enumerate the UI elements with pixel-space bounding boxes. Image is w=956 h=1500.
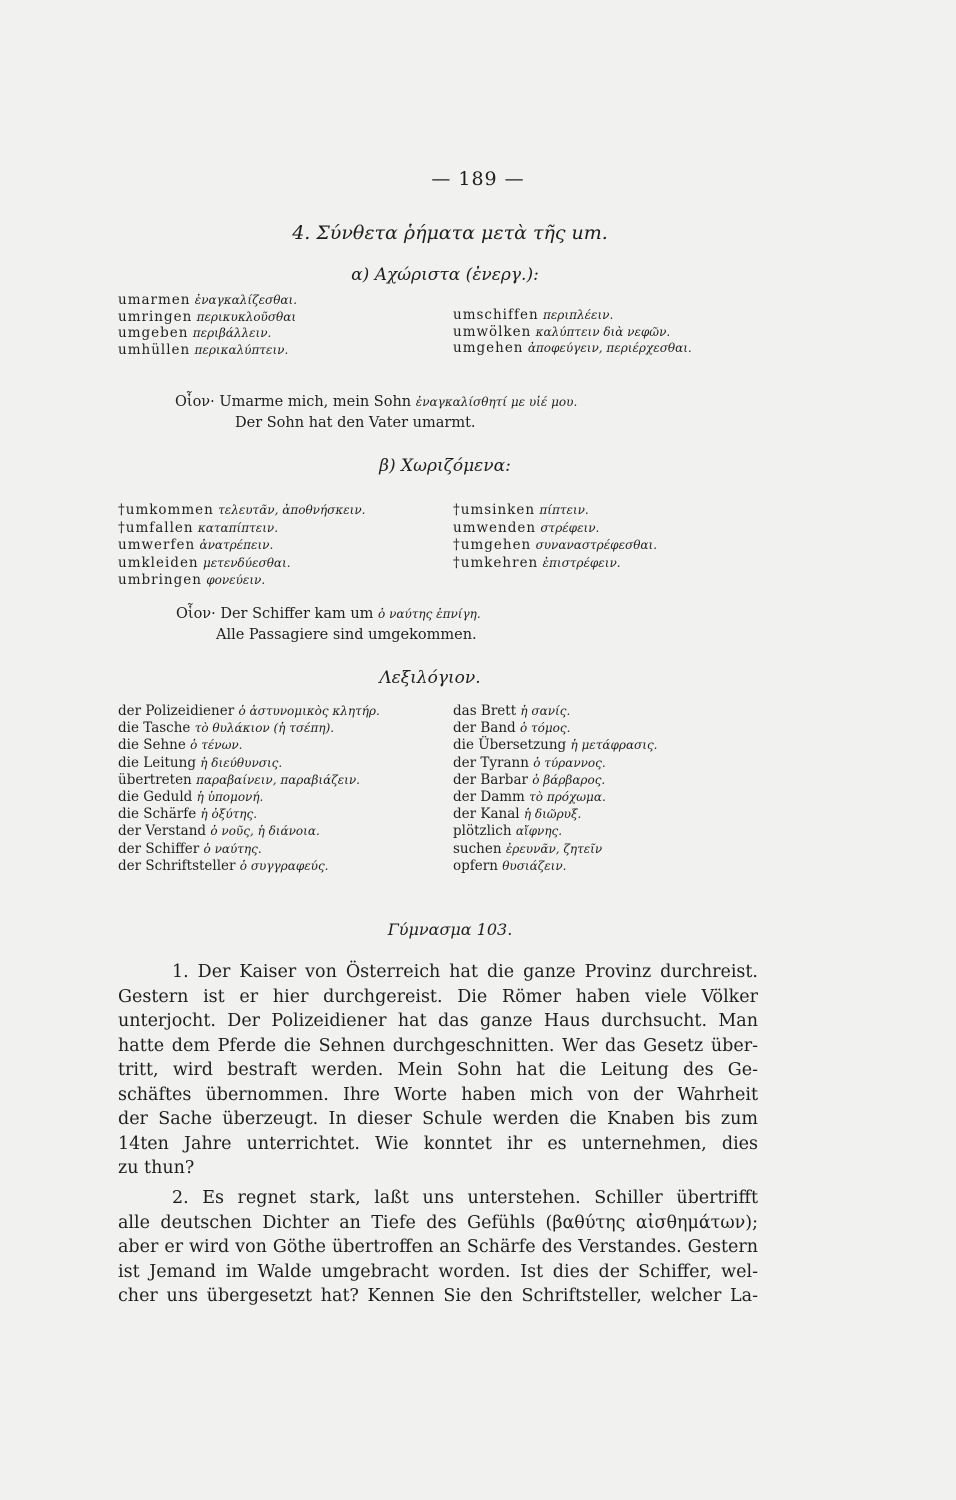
lexicon-entry — [453, 823, 657, 840]
greek-translation: μετενδύεσθαι. — [202, 555, 291, 570]
lexicon-entry — [453, 755, 657, 772]
vocab-entry — [118, 325, 297, 342]
example-a-line-2: Der Sohn hat den Vater umarmt. — [235, 415, 476, 431]
greek-translation: ὁ τένων. — [190, 738, 243, 753]
german-term: die Übersetzung — [453, 737, 567, 754]
german-term: der Barbar — [453, 771, 528, 788]
greek-translation: τελευτᾶν, ἀποθνήσκειν. — [218, 503, 366, 517]
lexicon-entry — [118, 823, 380, 840]
greek-translation: καλύπτειν διὰ νεφῶν. — [535, 324, 671, 339]
example-german: Umarme mich, mein Sohn — [219, 394, 412, 410]
example-a-line-1 — [175, 392, 577, 413]
greek-translation: ὁ βάρβαρος. — [532, 772, 606, 787]
text-line: unterjocht. Der Polizeidiener hat das ganze Haus durchsucht. Man — [118, 1011, 758, 1031]
text-line: Gestern ist er hier durchgereist. Die Römer haben viele Völker — [118, 986, 758, 1007]
greek-translation: ὁ νοῦς, ἡ διάνοια. — [210, 824, 320, 839]
page-number: — 189 — — [431, 168, 525, 190]
section-heading: 4. Σύνθετα ῥήματα μετὰ τῆς um. — [292, 222, 608, 244]
greek-translation: παραβαίνειν, παραβιάζειν. — [196, 772, 360, 787]
exercise-title: Γύμνασμα 103. — [387, 920, 513, 939]
lexicon-entry — [453, 789, 657, 806]
german-term: †umgehen — [453, 537, 532, 553]
text-line: alle deutschen Dichter an Tiefe des Gefühls (βαθύτης αἰσθημάτων); — [118, 1212, 758, 1233]
greek-translation: συναναστρέφεσθαι. — [535, 538, 658, 552]
vocab-entry — [453, 502, 657, 520]
lexicon-entry — [453, 806, 657, 823]
vocab-entry — [453, 520, 657, 538]
vocab-entry — [118, 309, 297, 326]
german-term: der Verstand — [118, 823, 207, 840]
german-term: die Tasche — [118, 720, 191, 737]
german-term: plötzlich — [453, 823, 512, 840]
german-term: umbringen — [118, 572, 202, 588]
lexicon-entry — [118, 772, 380, 789]
german-term: suchen — [453, 840, 502, 857]
vocab-entry — [453, 324, 692, 341]
german-term: umschiffen — [453, 307, 539, 323]
lexicon-entry — [118, 806, 380, 823]
example-a — [175, 392, 577, 434]
german-term: umhüllen — [118, 341, 191, 358]
greek-translation: ὁ ναύτης. — [203, 841, 262, 856]
german-term: umwölken — [453, 323, 532, 340]
text-line: aber er wird von Göthe übertroffen an Schärfe des Verstandes. Gestern — [118, 1237, 758, 1257]
greek-translation: ἀνατρέπειν. — [199, 538, 274, 552]
lexicon-entry — [118, 841, 380, 858]
example-greek: ἐναγκαλίσθητί με υἱέ μου. — [415, 395, 578, 409]
vocab-entry — [118, 555, 365, 573]
text-line: schäftes übernommen. Ihre Worte haben mich von der Wahrheit — [118, 1084, 758, 1105]
exercise-paragraph-1 — [118, 960, 758, 1181]
greek-translation: ὁ τόμος. — [519, 721, 571, 736]
greek-translation: ἡ σανίς. — [520, 704, 571, 718]
lexicon-entry — [118, 789, 380, 806]
greek-translation: ἡ μετάφρασις. — [570, 738, 658, 753]
german-term: opfern — [453, 857, 498, 874]
german-term: umwerfen — [118, 537, 196, 553]
example-intro: Οἷον· — [176, 606, 216, 622]
lexicon-right-list — [453, 703, 657, 875]
german-term: die Geduld — [118, 788, 193, 805]
greek-translation: θυσιάζειν. — [502, 858, 567, 873]
lexicon-entry — [118, 737, 380, 754]
greek-translation: περικυκλοῦσθαι — [196, 309, 297, 324]
german-term: umgehen — [453, 340, 524, 356]
text-line: der Sache überzeugt. In dieser Schule werden die Knaben bis zum — [118, 1109, 758, 1129]
subsection-a-heading: α) Αχώριστα (ἐνεργ.): — [351, 265, 539, 285]
german-term: übertreten — [118, 771, 192, 788]
lexicon-entry — [453, 703, 657, 720]
vocab-entry — [118, 342, 297, 359]
german-term: das Brett — [453, 703, 517, 719]
greek-translation: περιπλέειν. — [542, 308, 614, 322]
greek-translation: ἐπιστρέφειν. — [542, 555, 621, 570]
example-intro: Οἷον· — [175, 394, 215, 410]
german-term: umwenden — [453, 519, 537, 536]
greek-translation: ἡ διῶρυξ. — [523, 807, 582, 822]
example-german: Der Schiffer kam um — [220, 606, 374, 622]
greek-translation: περιβάλλειν. — [192, 326, 272, 340]
german-term: die Sehne — [118, 737, 186, 754]
german-term: umgeben — [118, 325, 189, 341]
german-term: umkleiden — [118, 554, 199, 571]
vocab-entry — [453, 307, 692, 324]
greek-translation: τὸ πρόχωμα. — [529, 789, 606, 804]
lexicon-left-list — [118, 703, 380, 875]
greek-translation: καταπίπτειν. — [197, 520, 279, 535]
german-term: der Schiffer — [118, 840, 200, 857]
text-line: 14ten Jahre unterrichtet. Wie konntet ihr es unternehmen, dies — [118, 1133, 758, 1154]
german-term: der Damm — [453, 788, 525, 805]
german-term: der Schriftsteller — [118, 857, 236, 874]
german-term: der Band — [453, 720, 516, 737]
text-line: ist Jemand im Walde umgebracht worden. Ist dies der Schiffer, wel- — [118, 1261, 758, 1282]
german-term: umringen — [118, 308, 193, 325]
german-term: †umkommen — [118, 502, 214, 518]
lexicon-title: Λεξιλόγιον. — [379, 668, 481, 688]
exercise-paragraph-2 — [118, 1186, 758, 1309]
lexicon-entry — [118, 703, 380, 720]
greek-translation: ἐναγκαλίζεσθαι. — [194, 293, 298, 307]
vocab-entry — [453, 555, 657, 573]
text-line: hatte dem Pferde die Sehnen durchgeschnitten. Wer das Gesetz über- — [118, 1035, 758, 1056]
lexicon-entry — [453, 772, 657, 789]
text-line: zu thun? — [118, 1158, 195, 1178]
group-b-right-list — [453, 502, 657, 572]
greek-translation: ὁ ἀστυνομικὸς κλητήρ. — [238, 704, 380, 718]
vocab-entry — [118, 572, 365, 590]
subsection-b-heading: β) Χωριζόμενα: — [379, 456, 511, 476]
german-term: †umkehren — [453, 554, 539, 571]
greek-translation: περικαλύπτειν. — [194, 342, 289, 357]
example-b-line-2: Alle Passagiere sind umgekommen. — [216, 627, 477, 643]
vocab-entry — [453, 340, 692, 357]
greek-translation: στρέφειν. — [540, 520, 600, 535]
vocab-entry — [118, 520, 365, 538]
example-b-line-1 — [176, 604, 481, 625]
german-term: der Kanal — [453, 806, 520, 823]
german-term: der Polizeidiener — [118, 703, 235, 719]
greek-translation: φονεύειν. — [206, 573, 266, 587]
vocab-entry — [118, 502, 365, 520]
greek-translation: ἡ διεύθυνσις. — [200, 755, 283, 770]
german-term: die Leitung — [118, 754, 196, 771]
german-term: die Schärfe — [118, 806, 197, 823]
german-term: †umfallen — [118, 519, 194, 536]
group-a-right-list — [453, 307, 692, 357]
vocab-entry — [118, 292, 297, 309]
text-line: cher uns übergesetzt hat? Kennen Sie den Schriftsteller, welcher La- — [118, 1286, 758, 1306]
greek-translation: αἴφνης. — [515, 824, 563, 839]
lexicon-entry — [453, 841, 657, 858]
german-term: umarmen — [118, 292, 191, 308]
lexicon-entry — [453, 720, 657, 737]
greek-translation: ὁ συγγραφεύς. — [239, 858, 329, 873]
group-b-left-list — [118, 502, 365, 590]
greek-translation: ὁ τύραννος. — [533, 755, 606, 770]
german-term: der Tyrann — [453, 754, 529, 771]
group-a-left-list — [118, 292, 297, 358]
lexicon-entry — [118, 720, 380, 737]
lexicon-entry — [453, 858, 657, 875]
text-line: 1. Der Kaiser von Österreich hat die ganze Provinz durchreist. — [172, 962, 758, 982]
lexicon-entry — [453, 737, 657, 754]
vocab-entry — [118, 537, 365, 555]
lexicon-entry — [118, 858, 380, 875]
greek-translation: τὸ θυλάκιον (ἡ τσέπη). — [194, 721, 335, 736]
text-line: 2. Es regnet stark, laßt uns unterstehen. Schiller übertrifft — [172, 1188, 758, 1208]
example-b — [176, 604, 481, 646]
greek-translation: ἐρευνᾶν, ζητεῖν — [505, 841, 603, 856]
text-line: tritt, wird bestraft werden. Mein Sohn hat die Leitung des Ge- — [118, 1060, 758, 1080]
greek-translation: πίπτειν. — [539, 503, 589, 517]
greek-translation: ἡ ὀξύτης. — [200, 807, 258, 822]
example-greek: ὁ ναύτης ἐπνίγη. — [378, 607, 481, 621]
german-term: †umsinken — [453, 502, 536, 518]
lexicon-entry — [118, 755, 380, 772]
greek-translation: ἀποφεύγειν, περιέρχεσθαι. — [527, 341, 692, 355]
greek-translation: ἡ ὑπομονή. — [196, 789, 264, 804]
vocab-entry — [453, 537, 657, 555]
